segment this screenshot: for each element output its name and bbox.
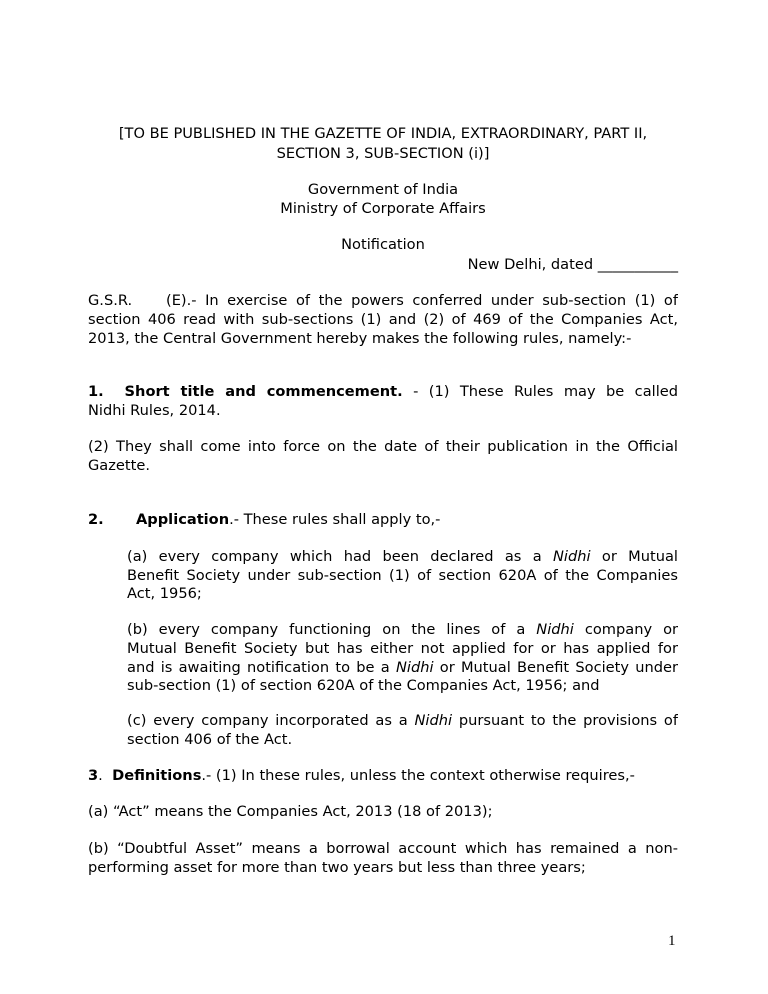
rule-1-para-2-line-1: (2) They shall come into force on the date of their publication in the Official xyxy=(88,438,678,455)
rule-2-number: 2. xyxy=(88,511,104,528)
rule-2-heading-line xyxy=(136,511,440,528)
rule-2-c-line-1: (c) every company incorporated as a Nidhi pursuant to the provisions of xyxy=(127,712,678,729)
rule-3-line-1: 3. Definitions.- (1) In these rules, unless the context otherwise requires,- xyxy=(88,767,635,784)
rule-2-a-line-3: Act, 1956; xyxy=(127,585,202,602)
rule-2-text: .- These rules shall apply to,- xyxy=(229,511,441,528)
rule-3-b-line-2: performing asset for more than two years but less than three years; xyxy=(88,859,586,876)
rule-2-heading: Application xyxy=(136,511,230,528)
rule-2-a-line-1: (a) every company which had been declared as a Nidhi or Mutual xyxy=(127,548,678,565)
issuer-ministry: Ministry of Corporate Affairs xyxy=(280,200,486,217)
gazette-header-line-1: [TO BE PUBLISHED IN THE GAZETTE OF INDIA, EXTRAORDINARY, PART II, xyxy=(118,125,648,142)
rule-3-a: (a) “Act” means the Companies Act, 2013 (18 of 2013); xyxy=(88,803,493,820)
preamble-line-3: 2013, the Central Government hereby makes the following rules, namely:- xyxy=(88,330,632,347)
rule-1-text: - (1) These Rules may be called xyxy=(413,383,678,400)
rule-1-number: 1. xyxy=(88,383,104,400)
rule-3-b-line-1: (b) “Doubtful Asset” means a borrowal account which has remained a non- xyxy=(88,840,678,857)
issuer-government: Government of India xyxy=(307,181,459,198)
rule-2-a-line-2: Benefit Society under sub-section (1) of section 620A of the Companies xyxy=(127,567,678,584)
rule-3-heading: Definitions xyxy=(112,767,202,784)
rule-2-c-line-2: section 406 of the Act. xyxy=(127,731,293,748)
rule-3-number: 3 xyxy=(88,767,99,784)
rule-2-b-line-1: (b) every company functioning on the lines of a Nidhi company or xyxy=(127,621,678,638)
rule-1-line-2: Nidhi Rules, 2014. xyxy=(88,402,221,419)
preamble-line-2: section 406 read with sub-sections (1) and (2) of 469 of the Companies Act, xyxy=(88,311,678,328)
preamble-gsr: G.S.R. xyxy=(88,292,133,309)
page-number: 1 xyxy=(668,933,676,949)
rule-2-b-line-4: sub-section (1) of section 620A of the Companies Act, 1956; and xyxy=(127,677,600,694)
notification-place-date: New Delhi, dated ___________ xyxy=(467,256,678,273)
gazette-header-line-2: SECTION 3, SUB-SECTION (i)] xyxy=(276,145,490,162)
rule-1-line-1 xyxy=(88,383,678,400)
rule-1-para-2-line-2: Gazette. xyxy=(88,457,150,474)
rule-1-heading: Short title and commencement. xyxy=(124,383,403,400)
rule-2-b-line-2: Mutual Benefit Society but has either not applied for or has applied for xyxy=(127,640,678,657)
rule-2-b-line-3: and is awaiting notification to be a Nidhi or Mutual Benefit Society under xyxy=(127,659,678,676)
preamble-line-1: (E).- In exercise of the powers conferred under sub-section (1) of xyxy=(166,292,678,309)
rule-3-text: .- (1) In these rules, unless the context otherwise requires,- xyxy=(201,767,635,784)
notification-title: Notification xyxy=(341,236,425,253)
